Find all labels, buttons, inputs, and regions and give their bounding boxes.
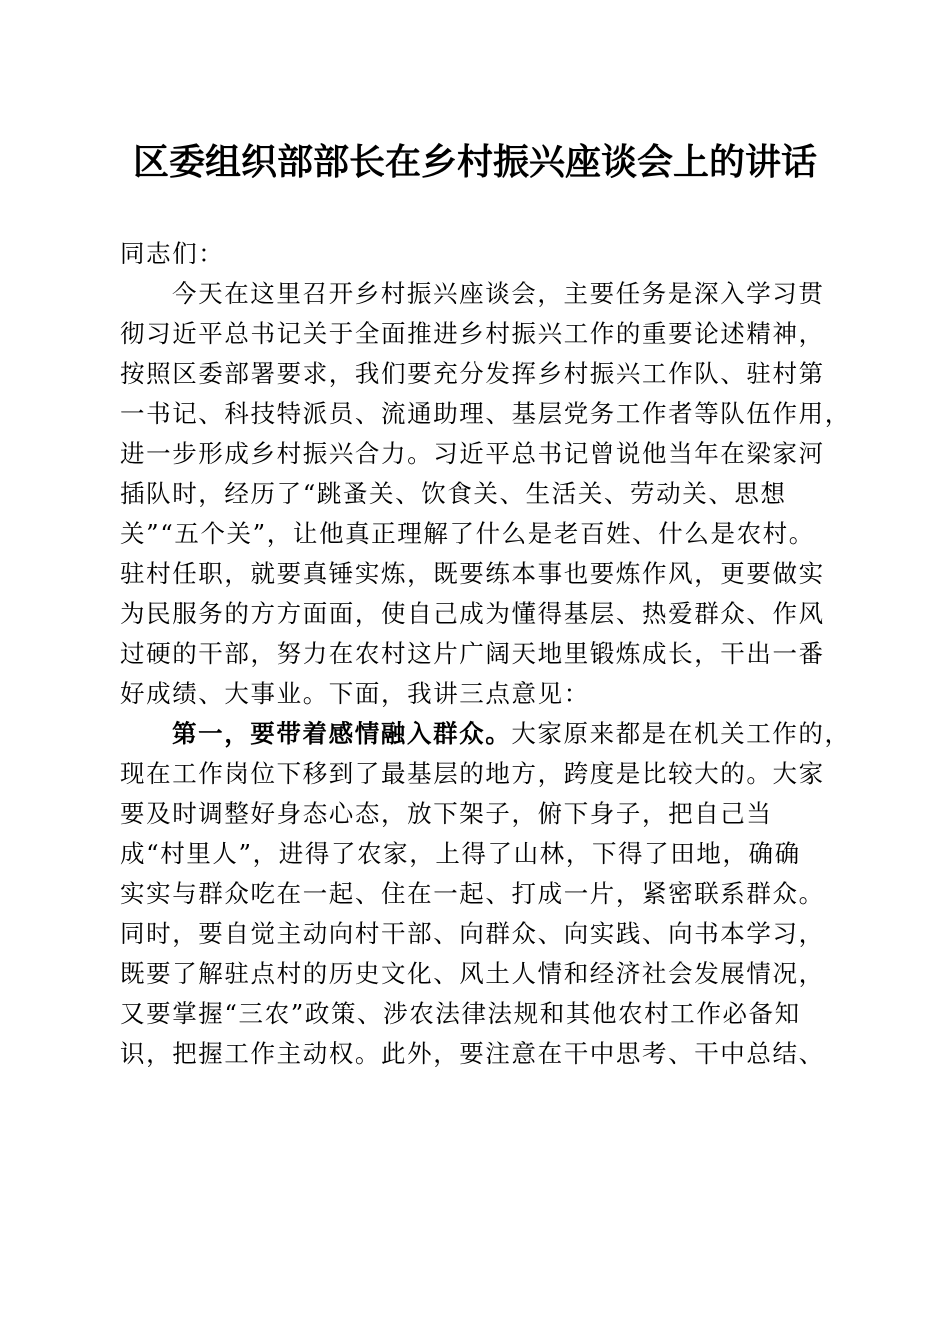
paragraph-line: 按照区委部署要求，我们要充分发挥乡村振兴工作队、驻村第 [120,359,825,388]
paragraph-line: 插队时，经历了“跳蚤关、饮食关、生活关、劳动关、思想 [120,479,787,508]
paragraph-line: 今天在这里召开乡村振兴座谈会，主要任务是深入学习贯 [172,279,825,308]
salutation: 同志们： [120,239,225,268]
section-heading: 第一，要带着感情融入群众。 [172,719,512,748]
paragraph-line: 要及时调整好身态心态，放下架子，俯下身子，把自己当 [120,799,773,828]
paragraph-line: 为民服务的方方面面，使自己成为懂得基层、热爱群众、作风 [120,599,825,628]
paragraph-line: 过硬的干部，努力在农村这片广阔天地里锻炼成长，干出一番 [120,639,825,668]
paragraph-line: 既要了解驻点村的历史文化、风土人情和经济社会发展情况， [120,959,825,988]
paragraph-line: 一书记、科技特派员、流通助理、基层党务工作者等队伍作用， [120,399,851,428]
paragraph-line: 实实与群众吃在一起、住在一起、打成一片，紧密联系群众。 [120,879,825,908]
paragraph-line: 彻习近平总书记关于全面推进乡村振兴工作的重要论述精神， [120,319,825,348]
paragraph-line: 关”“五个关”，让他真正理解了什么是老百姓、什么是农村。 [120,519,815,548]
paragraph-1 [120,274,851,714]
paragraph-first-line [120,714,851,754]
document-body [120,234,851,1074]
paragraph-line: 又要掌握“三农”政策、涉农法律法规和其他农村工作必备知 [120,999,801,1028]
document-title: 区委组织部部长在乡村振兴座谈会上的讲话 [132,141,817,183]
paragraph-line: 好成绩、大事业。下面，我讲三点意见： [120,679,590,708]
paragraph-line: 驻村任职，就要真锤实炼，既要练本事也要炼作风，更要做实 [120,559,825,588]
paragraph-line-rest: 大家原来都是在机关工作的， [511,719,851,748]
paragraph-line: 成“村里人”，进得了农家，上得了山林，下得了田地，确确 [120,839,801,868]
paragraph-line: 进一步形成乡村振兴合力。习近平总书记曾说他当年在梁家河 [120,439,825,468]
paragraph-line: 同时，要自觉主动向村干部、向群众、向实践、向书本学习， [120,919,825,948]
paragraph-line: 现在工作岗位下移到了最基层的地方，跨度是比较大的。大家 [120,759,825,788]
paragraph-line: 识，把握工作主动权。此外，要注意在干中思考、干中总结、 [120,1039,825,1068]
paragraph-2 [120,714,851,1074]
